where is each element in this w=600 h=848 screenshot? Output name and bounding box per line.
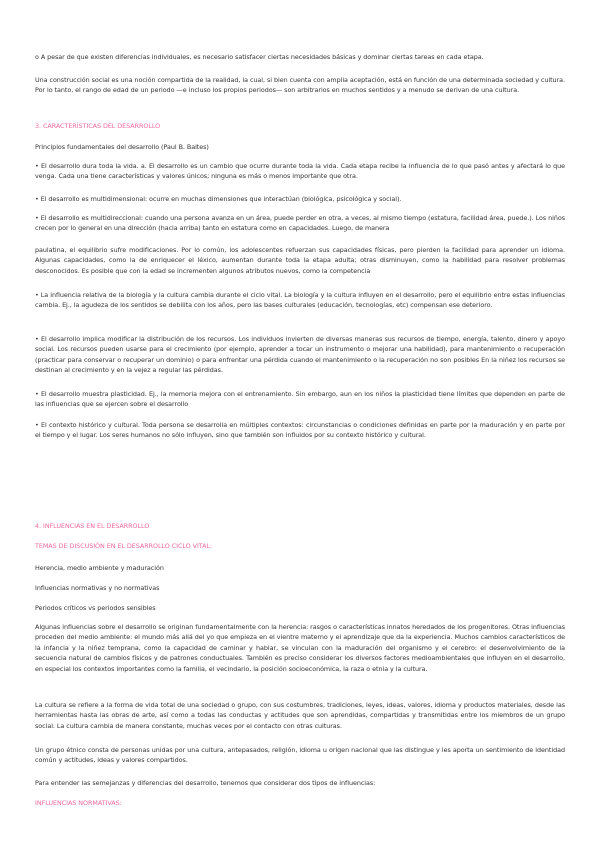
section-heading-influencias-normativas: INFLUENCIAS NORMATIVAS: — [35, 799, 122, 807]
bullet-toda-la-vida: • El desarrollo dura toda la vida. a. El desarrollo es un cambio que ocurre durante toda la vida. Cada etapa recibe la influencia de lo que pasó antes y afectará lo que venga. Cada una tiene características y valores únicos; ninguna es más o menos importante que otra. — [35, 162, 565, 181]
section-heading-caracteristicas: 3. CARACTERÍSTICAS DEL DESARROLLO — [35, 122, 161, 130]
topic-periodos: Periodos críticos vs periodos sensibles — [35, 604, 156, 612]
bullet-recursos: • El desarrollo implica modificar la distribución de los recursos. Los individuos invierten de diversas maneras sus recursos de tiempo, energía, talento, dinero y apoyo social. Los recursos pueden usarse para el crecimiento (por ejemplo, aprender a tocar un instrumento o mejorar una habilidad), para mantenimiento o recuperación (practicar para conservar o recuperar un dominio) o para enfrentar una pérdida cuando el mantenimiento o la recuperación no son posibles En la niñez los recursos se destinan al crecimiento y en la vejez a regular las pérdidas. — [35, 335, 565, 375]
bullet-biologia-cultura: • La influencia relativa de la biología y la cultura cambia durante el ciclo vital. La biología y la cultura influyen en el desarrollo, pero el equilibrio entre estas influencias cambia. Ej., la agudeza de los sentidos se debilita con los años, pero las bases culturales (educación, tecnologías, etc) compensan ese deterioro. — [35, 291, 565, 310]
topic-herencia: Herencia, medio ambiente y maduración — [35, 564, 164, 572]
bullet-plasticidad: • El desarrollo muestra plasticidad. Ej., la memoria mejora con el entrenamiento. Sin embargo, aun en los niños la plasticidad tiene límites que dependen en parte de las influencias que se ejercen sobre el desarrollo — [35, 390, 565, 409]
topic-influencias-normativas: Influencias normativas y no normativas — [35, 584, 160, 592]
bullet-multidireccional: • El desarrollo es multidireccional: cuando una persona avanza en un área, puede perder en otra, a veces, al mismo tiempo (estatura, facilidad área, puede.). Los niños crecen por lo general en una dirección (hacia arriba) tanto en estatura como en capacidades. Luego, de manera — [35, 214, 565, 233]
bullet-contexto: • El contexto histórico y cultural. Toda persona se desarrolla en múltiples contextos: circunstancias o condiciones definidas en parte por la maduración y en parte por el tiempo y el lugar. Los seres humanos no sólo influyen, sino que también son influidos por su contexto histórico y cultural. — [35, 421, 565, 440]
paragraph-paulatina: paulatina, el equilibrio sufre modificaciones. Por lo común, los adolescentes refuerzan sus capacidades físicas, pero pierden la facilidad para aprender un idioma. Algunas capacidades, como la de enriquecer el léxico, aumentan durante toda la etapa adulta; otras disminuyen, como la habilidad para resolver problemas desconocidos. Es posible que con la edad se incrementen algunos atributos nuevos, como la competencia — [35, 246, 565, 275]
paragraph-grupo-etnico: Un grupo étnico consta de personas unidas por una cultura, antepasados, religión, idioma u origen nacional que las distingue y les aporta un sentimiento de identidad común y actitudes, ideas y valores compartidos. — [35, 746, 565, 765]
paragraph-construccion-social: Una construcción social es una noción compartida de la realidad, la cual, si bien cuenta con amplia aceptación, está en función de una determinada sociedad y cultura. Por lo tanto, el rango de edad de un periodo —e incluso los propios periodos— son arbitrarios en muchos sentidos y a menudo se derivan de una cultura. — [35, 76, 565, 95]
bullet-multidimensional: • El desarrollo es multidimensional: ocurre en muchas dimensiones que interactúan (biológica, psicológica y social). — [35, 195, 402, 203]
paragraph-herencia-ambiente: Algunas influencias sobre el desarrollo se originan fundamentalmente con la herencia: rasgos o características innatos heredados de los progenitores. Otras influencias proceden del medio ambiente: el mundo más allá del yo que empieza en el vientre materno y el aprendizaje que da la experiencia. Muchos cambios característicos de la infancia y la niñez temprana, como la capacidad de caminar y hablar, se vinculan con la maduración del organismo y el cerebro: el desenvolvimiento de la secuencia natural de cambios físicos y de patrones conductuales. También es preciso considerar los diversos factores medioambientales que influyen en el desarrollo, en especial los contextos importantes como la familia, el vecindario, la posición socioeconómica, la raza o etnia y la cultura. — [35, 623, 565, 673]
paragraph-principios: Principios fundamentales del desarrollo (Paul B. Baltes) — [35, 143, 209, 151]
paragraph-etapas: o A pesar de que existen diferencias individuales, es necesario satisfacer ciertas necesidades básicas y dominar ciertas tareas en cada etapa. — [35, 53, 484, 61]
paragraph-cultura: La cultura se refiere a la forma de vida total de una sociedad o grupo, con sus costumbres, tradiciones, leyes, ideas, valores, idioma y productos materiales, desde las herramientas hasta las obras de arte, así como a todas las conductas y actitudes que son aprendidas, compartidas y transmitidas entre los miembros de un grupo social. La cultura cambia de manera constante, muchas veces por el contacto con otras culturas. — [35, 701, 565, 730]
section-heading-influencias: 4. INFLUENCIAS EN EL DESARROLLO — [35, 522, 150, 530]
subheading-temas-discusion: TEMAS DE DISCUSIÓN EN EL DESARROLLO CICLO VITAL: — [35, 542, 213, 550]
paragraph-semejanzas: Para entender las semejanzas y diferencias del desarrollo, tenemos que considerar dos tipos de influencias: — [35, 779, 376, 787]
